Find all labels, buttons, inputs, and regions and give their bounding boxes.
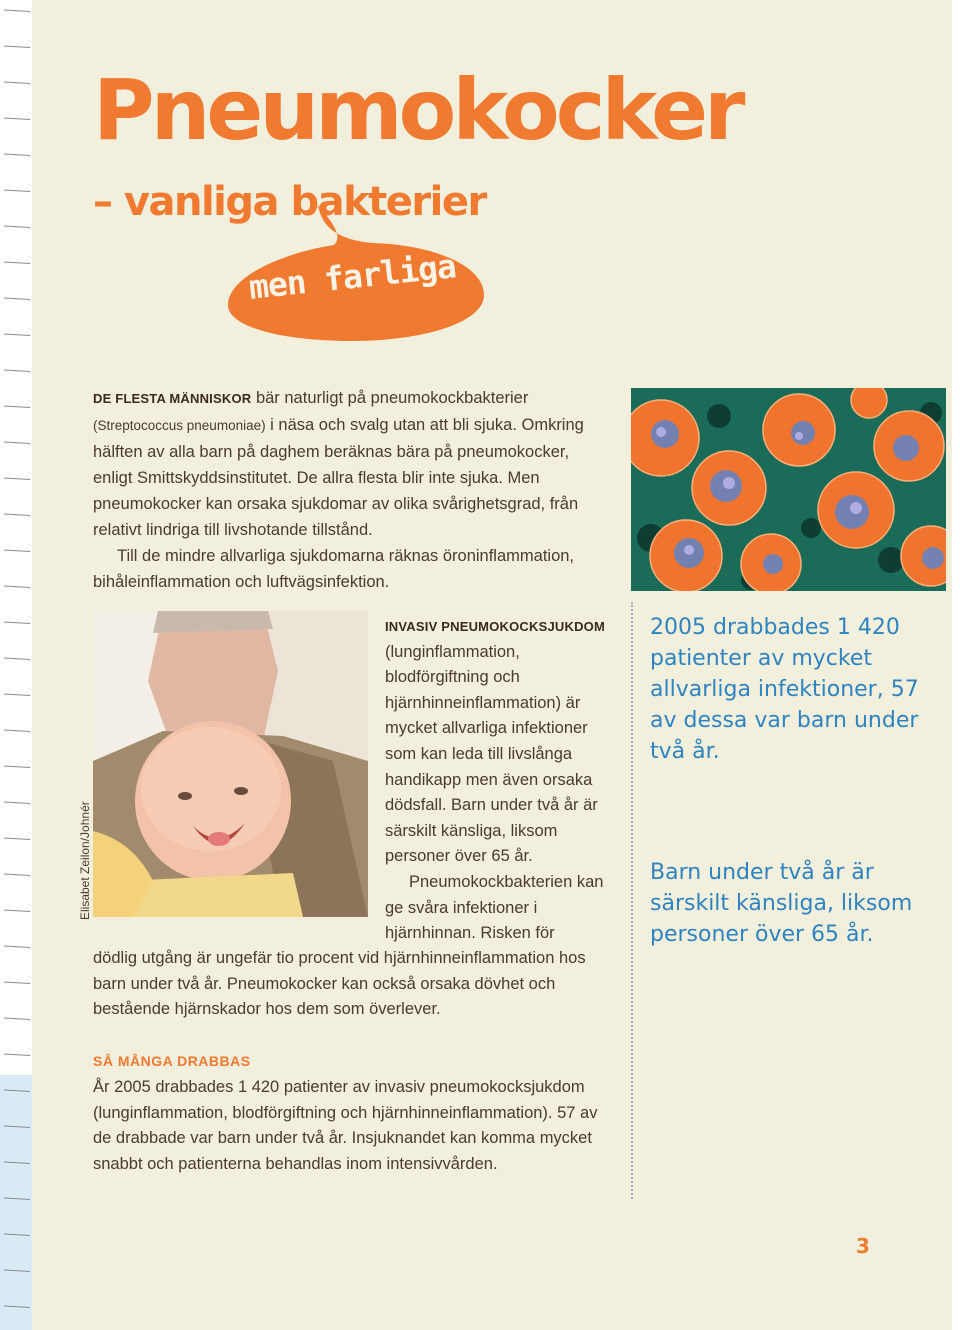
intro-latin-name: (Streptococcus pneumoniae) bbox=[93, 418, 266, 433]
invasiv-text-2: Pneumokockbakterien kan ge svåra infektioner i hjärnhinnan. Risken för bbox=[385, 872, 604, 943]
intro-text-1: bär naturligt på pneumokockbakterier bbox=[251, 389, 529, 407]
section-heading: SÅ MÅNGA DRABBAS bbox=[93, 1053, 251, 1069]
invasiv-text-1: (lunginflammation, blodförgiftning och hjärnhinneinflammation) är mycket allvarliga infektioner som kan leda till livslånga handikapp men även orsaka dödsfall. Barn under två år är särskilt känsliga, liksom personer över 65 år. bbox=[385, 642, 598, 866]
sidebar-fact-risk-groups: Barn under två år är särskilt känsliga, liksom personer över 65 år. bbox=[650, 860, 913, 947]
grandfather-baby-photo bbox=[93, 611, 368, 917]
page-number: 3 bbox=[856, 1234, 870, 1258]
invasiv-paragraph bbox=[385, 614, 615, 947]
invasiv-paragraph-continued: dödlig utgång är ungefär tio procent vid hjärnhinneinflammation hos barn under två år. Pneumokocker kan också orsaka dövhet och bestående hjärnskador hos dem som överlever. bbox=[93, 949, 586, 1019]
intro-paragraph bbox=[93, 385, 613, 595]
dotted-divider bbox=[631, 602, 633, 1199]
intro-lead: DE FLESTA MÄNNISKOR bbox=[93, 391, 252, 406]
sidebar-fact-2005: 2005 drabbades 1 420 patienter av mycket allvarliga infektioner, 57 av dessa var barn under två år. bbox=[650, 615, 919, 764]
speech-bubble-text: men farliga bbox=[247, 246, 458, 307]
page-title: Pneumokocker bbox=[93, 61, 742, 159]
intro-text-3: Till de mindre allvarliga sjukdomarna räknas öroninflammation, bihåleinflammation och luftvägsinfektion. bbox=[93, 547, 575, 591]
bacteria-micrograph bbox=[631, 388, 946, 591]
invasiv-lead: INVASIV PNEUMOKOCKSJUKDOM bbox=[385, 619, 606, 634]
section-body: År 2005 drabbades 1 420 patienter av invasiv pneumokocksjukdom (lunginflammation, blodförgiftning och hjärnhinneinflammation). 57 av de drabbade var barn under två år. Insjuknandet kan komma mycket snabbt och patienterna behandlas inom intensivvården. bbox=[93, 1078, 598, 1173]
photo-credit: Elisabet Zeilon/Johnér bbox=[78, 801, 92, 920]
margin-ruled-lines bbox=[0, 0, 32, 1330]
intro-text-2: i näsa och svalg utan att bli sjuka. Omkring hälften av alla barn på daghem beräknas bära på pneumokocker, enligt Smittskyddsinstitutet. De allra flesta blir inte sjuka. Men pneumokocker kan orsaka sjukdomar av olika svårighetsgrad, från relativt lindriga till livshotande tillstånd. bbox=[93, 416, 584, 539]
page-subtitle: – vanliga bakterier bbox=[93, 179, 486, 225]
